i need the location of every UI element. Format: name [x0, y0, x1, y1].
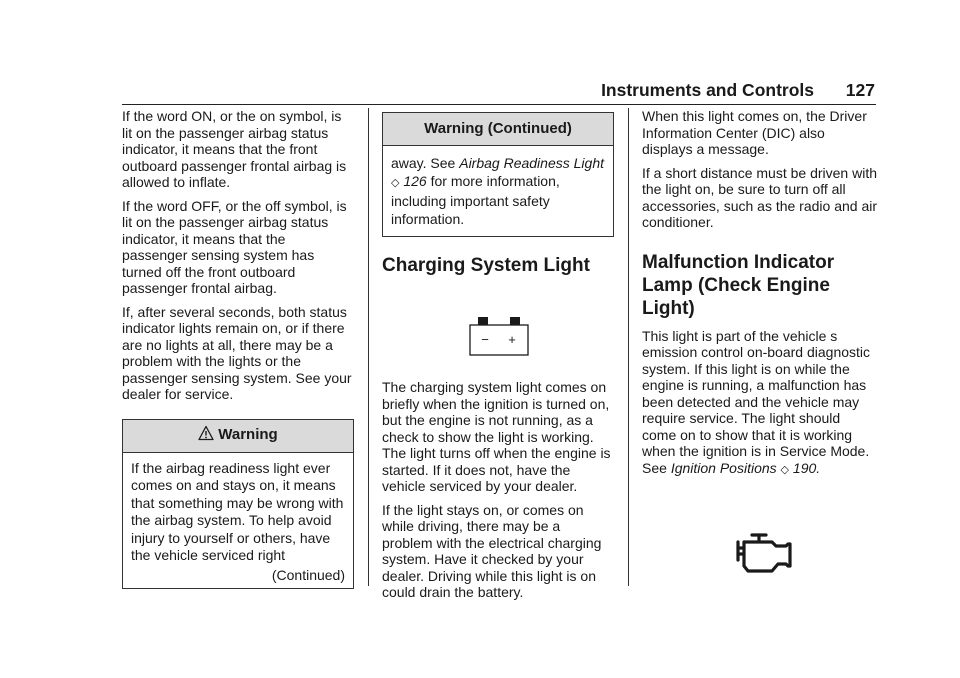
battery-plus-symbol: +	[508, 332, 516, 347]
warning-triangle-icon	[198, 425, 214, 446]
warning-header-continued	[383, 113, 613, 146]
paragraph-charging-light-stays-on: If the light stays on, or comes on while driving, there may be a problem with the electrical charging system. Have it checked by your dealer. Driving while this light is on could drain the battery.	[382, 501, 602, 600]
column-2	[382, 108, 614, 608]
paragraph-status-lights: If, after several seconds, both status indicator lights remain on, or if there are no lights at all, there may be a problem with the lights or the passenger sensing system. See your dealer for service.	[122, 303, 352, 402]
column-divider-2	[628, 108, 629, 586]
battery-icon	[468, 317, 530, 357]
page-ref-arrow-icon: ◇	[780, 463, 790, 476]
warning-body	[123, 453, 353, 589]
warning-continued: (Continued)	[271, 566, 345, 583]
paragraph-charging-light-on: The charging system light comes on briefly when the ignition is turned on, but the engine is not running, as a check to show the light is working. The light turns off when the engine is started. If it does not, have the vehicle serviced by your dealer.	[382, 379, 611, 494]
ref-page-number[interactable]: 126	[403, 173, 427, 189]
paragraph-airbag-off: If the word OFF, or the off symbol, is lit on the passenger airbag status indicator, it means that the passenger sensing system has turned off the front outboard passenger frontal airbag.	[122, 197, 347, 296]
mil-text-suffix: .	[816, 459, 821, 476]
warning-box-continued	[382, 112, 614, 237]
ref-airbag-readiness-light[interactable]: Airbag Readiness Light	[459, 155, 604, 171]
page-number: 127	[845, 80, 875, 100]
paragraph-short-distance: If a short distance must be driven with the light on, be sure to turn off all accessories, such as the radio and air conditioner.	[642, 164, 878, 230]
warning-body-continued	[383, 146, 613, 236]
battery-minus-symbol: −	[481, 332, 489, 347]
warning-text-prefix: away. See	[391, 155, 460, 171]
ref-ignition-positions[interactable]: Ignition Positions	[670, 459, 777, 476]
warning-box	[122, 419, 354, 590]
warning-title-continued: Warning (Continued)	[424, 119, 572, 137]
column-divider-1	[368, 108, 369, 586]
header-rule	[122, 104, 876, 105]
check-engine-icon	[730, 530, 794, 574]
column-1	[122, 108, 354, 589]
paragraph-dic-message: When this light comes on, the Driver Information Center (DIC) also displays a message.	[642, 108, 867, 157]
heading-charging-system-light: Charging System Light	[382, 255, 590, 276]
page-section-title: Instruments and Controls	[601, 80, 814, 100]
page-ref-arrow-icon: ◇	[391, 177, 400, 189]
ref-page-number[interactable]: 190	[792, 459, 817, 476]
warning-header	[123, 420, 353, 453]
warning-title: Warning	[218, 426, 278, 444]
paragraph-airbag-on: If the word ON, or the on symbol, is lit on the passenger airbag status indicator, it means that the front outboard passenger frontal airbag is allowed to inflate.	[122, 108, 347, 190]
paragraph-mil-description	[642, 328, 878, 479]
mil-text-prefix: This light is part of the vehicle s emission control on-board diagnostic system. If this light is on while the engine is running, a malfunction has been detected and the vehicle may require service. The light should come on to show that it is working when the ignition is in Service Mode. See	[642, 327, 871, 476]
warning-text: If the airbag readiness light ever comes on and stays on, it means that something may be wrong with the airbag system. To help avoid injury to yourself or others, have the vehicle serviced right	[131, 459, 344, 563]
heading-malfunction-indicator-lamp: Malfunction Indicator Lamp (Check Engine Light)	[642, 251, 835, 319]
warning-text-suffix: for more information, including important safety information.	[391, 173, 560, 227]
column-3	[642, 108, 878, 574]
